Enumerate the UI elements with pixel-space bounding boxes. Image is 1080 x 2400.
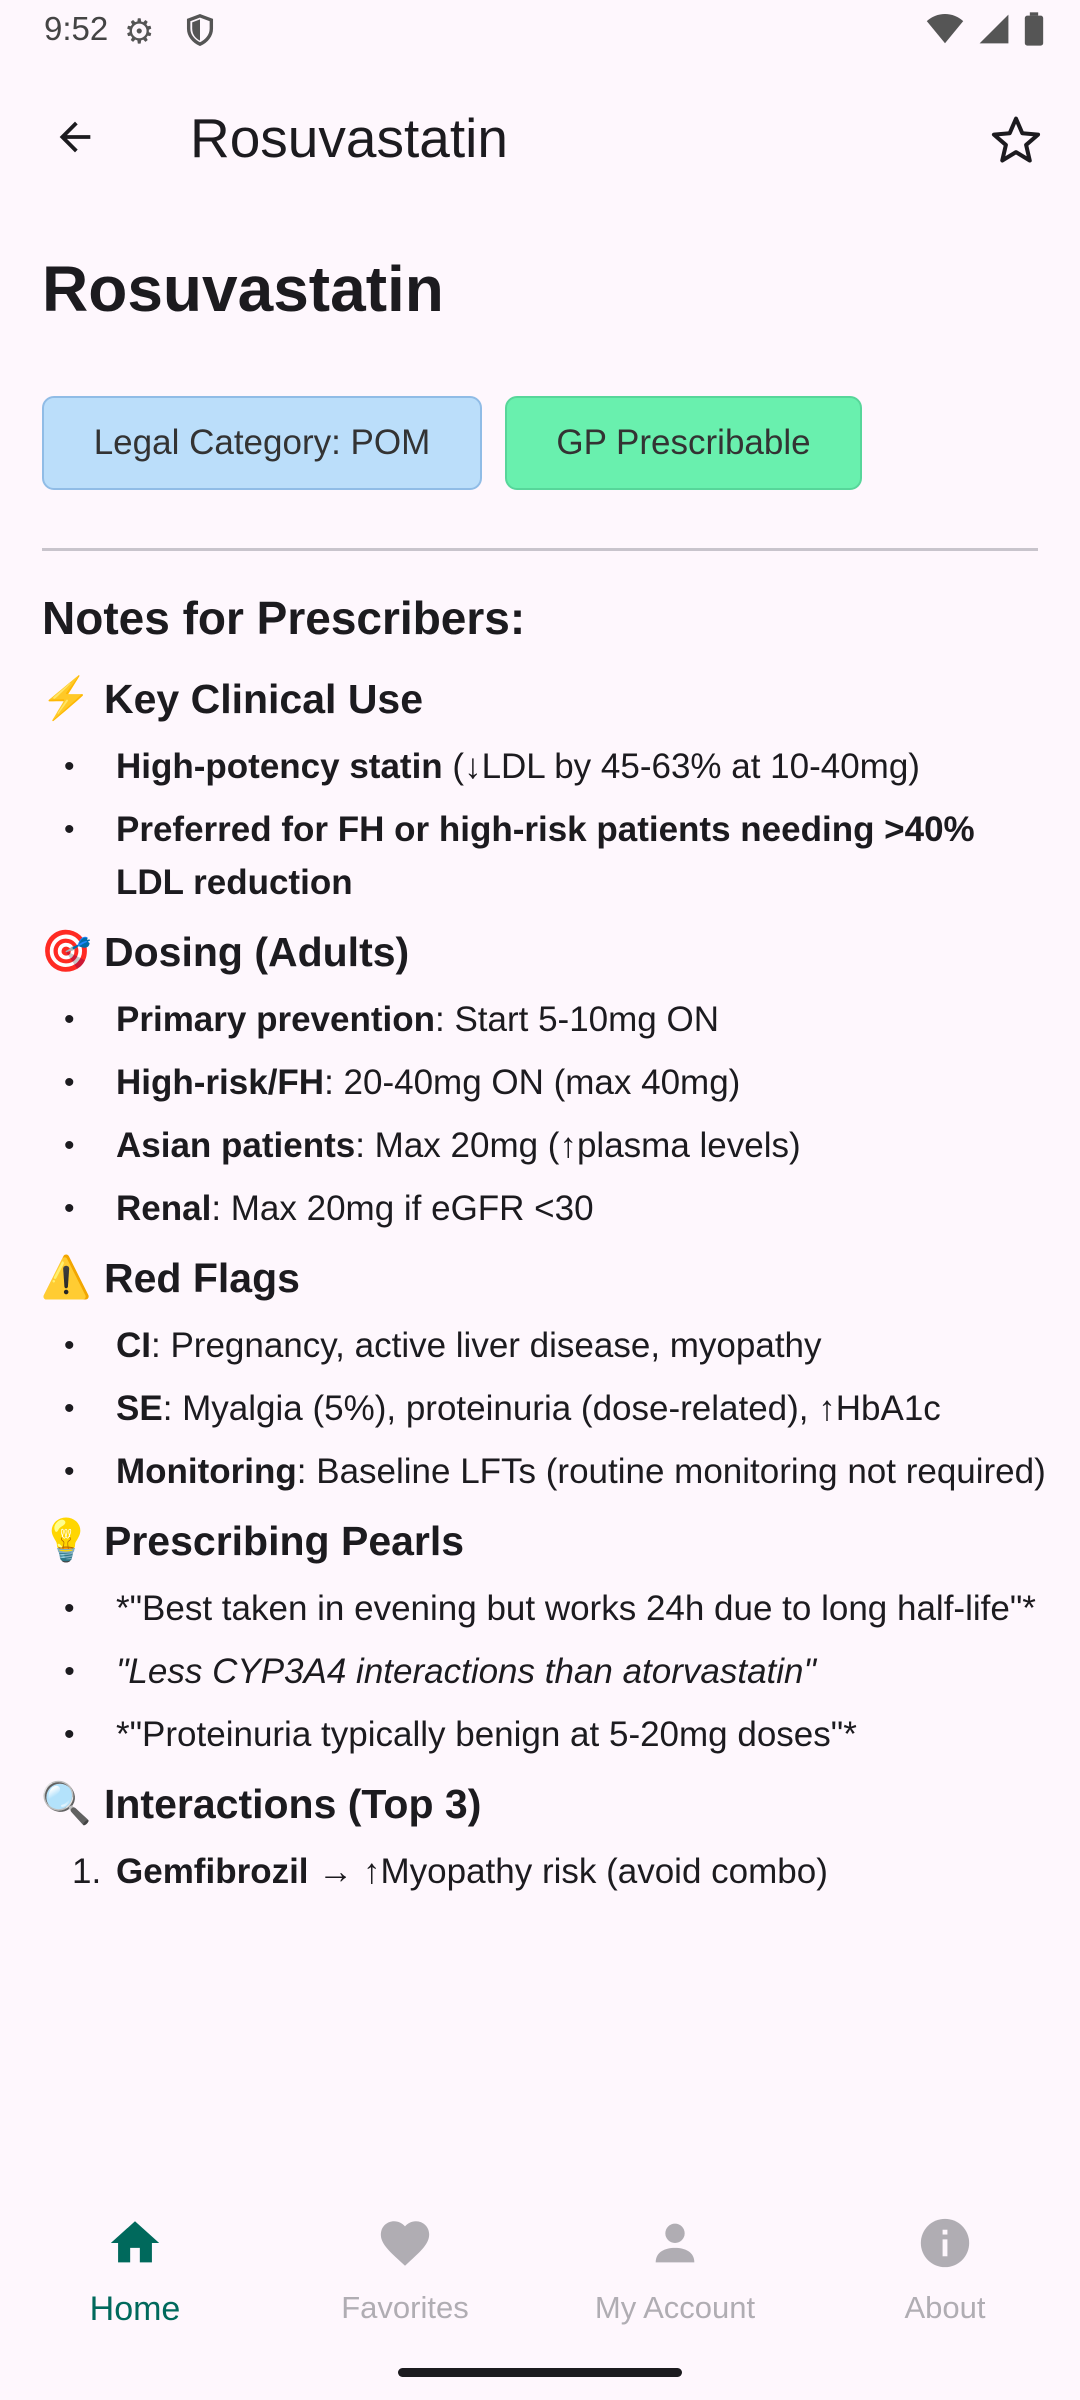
list-item: • *"Proteinuria typically benign at 5-20mg doses"*: [42, 1708, 1046, 1761]
back-button[interactable]: [40, 102, 110, 172]
info-icon: [810, 2208, 1080, 2278]
divider: [42, 548, 1038, 551]
status-time: 9:52: [44, 10, 109, 47]
list-item: • Primary prevention: Start 5-10mg ON: [42, 993, 1046, 1046]
back-arrow-icon: [52, 114, 98, 160]
nav-label: Home: [89, 2290, 181, 2328]
target-icon: 🎯: [40, 928, 92, 974]
section-heading-prescribing-pearls: [42, 1508, 1042, 1574]
section-title: Dosing (Adults): [104, 928, 410, 975]
nav-label: About: [904, 2290, 986, 2325]
section-heading-key-clinical-use: [42, 666, 1042, 732]
wifi-icon: [926, 13, 964, 45]
section-title: Key Clinical Use: [104, 675, 424, 722]
person-icon: [540, 2208, 810, 2278]
nav-about[interactable]: [810, 2208, 1080, 2326]
star-outline-icon: [989, 113, 1043, 167]
app-bar-title: Rosuvastatin: [190, 107, 508, 169]
list-item: • "Less CYP3A4 interactions than atorvastatin": [42, 1645, 1046, 1698]
list-item: • Renal: Max 20mg if eGFR <30: [42, 1182, 1046, 1235]
home-icon: [0, 2208, 270, 2278]
nav-favorites[interactable]: [270, 2208, 540, 2326]
list-item: • SE: Myalgia (5%), proteinuria (dose-related), ↑HbA1c: [42, 1382, 1046, 1435]
list-item: • Preferred for FH or high-risk patients needing >40% LDL reduction: [42, 803, 1046, 909]
nav-label: Favorites: [341, 2290, 469, 2325]
list-item: • Monitoring: Baseline LFTs (routine monitoring not required): [42, 1445, 1046, 1498]
dosing-list: [42, 993, 1042, 1235]
list-item: • Asian patients: Max 20mg (↑plasma levels): [42, 1119, 1046, 1172]
lightbulb-icon: 💡: [40, 1517, 92, 1563]
section-heading-interactions: [42, 1771, 1042, 1837]
prescribing-pearls-list: [42, 1582, 1042, 1761]
section-title: Red Flags: [104, 1254, 300, 1301]
shield-icon: [183, 12, 217, 48]
notes-heading: Notes for Prescribers:: [42, 592, 526, 644]
nav-my-account[interactable]: [540, 2208, 810, 2326]
status-bar: [0, 0, 1080, 62]
nav-home[interactable]: [0, 2208, 270, 2329]
drug-detail-content[interactable]: [0, 230, 1080, 2178]
nav-label: My Account: [594, 2290, 756, 2325]
warning-icon: ⚠️: [40, 1254, 92, 1300]
interactions-list: [42, 1845, 1042, 1898]
bottom-navigation: [0, 2180, 1080, 2400]
signal-icon: [978, 13, 1010, 45]
lightning-icon: ⚡: [40, 675, 92, 721]
magnifier-icon: 🔍: [40, 1780, 92, 1826]
section-title: Prescribing Pearls: [104, 1517, 465, 1564]
section-title: Interactions (Top 3): [104, 1780, 482, 1827]
red-flags-list: [42, 1319, 1046, 1498]
heart-icon: [270, 2208, 540, 2278]
list-item: • CI: Pregnancy, active liver disease, myopathy: [42, 1319, 1046, 1372]
gesture-home-indicator[interactable]: [398, 2368, 682, 2377]
list-item: • High-risk/FH: 20-40mg ON (max 40mg): [42, 1056, 1046, 1109]
list-item: • *"Best taken in evening but works 24h due to long half-life"*: [42, 1582, 1046, 1635]
battery-icon: [1024, 12, 1044, 46]
status-icons: [926, 12, 1044, 46]
app-bar: [0, 82, 1080, 192]
settings-gear-icon: ⚙: [124, 13, 155, 51]
legal-category-chip: Legal Category: POM: [42, 396, 482, 490]
prescriber-notes: [40, 590, 1046, 1908]
key-clinical-use-list: [42, 740, 1042, 909]
favorite-button[interactable]: [980, 104, 1052, 176]
section-heading-red-flags: [42, 1245, 1042, 1311]
gp-prescribable-chip: GP Prescribable: [505, 396, 862, 490]
list-item: 1. Gemfibrozil → ↑Myopathy risk (avoid combo): [72, 1852, 828, 1891]
drug-name-heading: Rosuvastatin: [42, 253, 444, 325]
section-heading-dosing: [42, 919, 1042, 985]
list-item: • High-potency statin (↓LDL by 45-63% at 10-40mg): [42, 740, 1046, 793]
